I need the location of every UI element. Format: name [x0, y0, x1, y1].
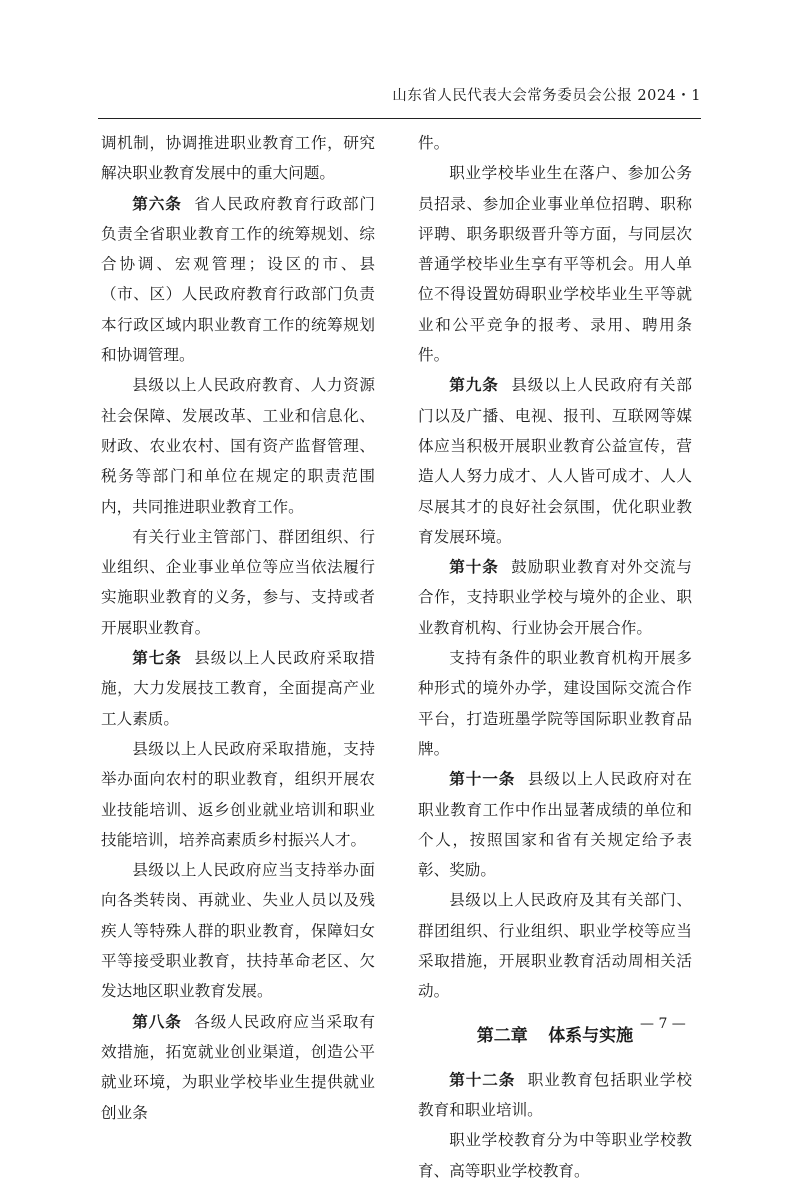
chapter-number: 第二章: [476, 1025, 528, 1046]
paragraph-text: 各级人民政府应当采取有效措施，拓宽就业创业渠道，创造公平就业环境，为职业学校毕业生提供就业创业条: [101, 1012, 375, 1122]
paragraph-text: 鼓励职业教育对外交流与合作，支持职业学校与境外的企业、职业教育机构、行业协会开展合作。: [418, 558, 692, 637]
article-7: [101, 643, 375, 734]
article-number: 第十一条: [449, 770, 516, 789]
paragraph-text: 调机制，协调推进职业教育工作，研究解决职业教育发展中的重大问题。: [101, 134, 375, 183]
paragraph-text: 县级以上人民政府采取措施，大力发展技工教育，全面提高产业工人素质。: [101, 649, 375, 728]
article-number: 第八条: [132, 1012, 182, 1031]
page-number: — 7 —: [640, 1016, 686, 1032]
journal-header: 山东省人民代表大会常务委员会公报 2024・1: [392, 88, 701, 104]
paragraph-text: 省人民政府教育行政部门负责全省职业教育工作的统筹规划、综合协调、宏观管理；设区的市、县（市、区）人民政府教育行政部门负责本行政区域内职业教育工作的统筹规划和协调管理。: [101, 194, 375, 365]
article-8: [101, 1007, 375, 1128]
paragraph-text: 职业学校教育分为中等职业学校教育、高等职业学校教育。: [418, 1131, 692, 1180]
paragraph: [101, 734, 375, 855]
paragraph-text: 职业学校毕业生在落户、参加公务员招录、参加企业事业单位招聘、职称评聘、职务职级晋升等方面，与同层次普通学校毕业生享有平等机会。用人单位不得设置妨碍职业学校毕业生平等就业和公平竞争的报考、录用、聘用条件。: [418, 164, 692, 365]
article-6: [101, 189, 375, 371]
paragraph-text: 件。: [418, 134, 450, 152]
chapter-title: 体系与实施: [548, 1025, 634, 1046]
paragraph: [101, 128, 375, 189]
article-10: [418, 552, 692, 643]
paragraph-text: 职业教育包括职业学校教育和职业培训。: [418, 1070, 692, 1119]
article-12: [418, 1065, 692, 1126]
article-11: [418, 764, 692, 885]
paragraph: [418, 128, 692, 158]
paragraph-text: 有关行业主管部门、群团组织、行业组织、企业事业单位等应当依法履行实施职业教育的义务，参与、支持或者开展职业教育。: [101, 527, 375, 637]
article-number: 第九条: [449, 376, 499, 395]
left-column: [101, 128, 375, 1128]
article-number: 第六条: [132, 194, 182, 213]
paragraph-text: 县级以上人民政府有关部门以及广播、电视、报刊、互联网等媒体应当积极开展职业教育公益宣传，营造人人努力成才、人人皆可成才、人人尽展其才的良好社会氛围，优化职业教育发展环境。: [418, 376, 692, 546]
paragraph-text: 县级以上人民政府采取措施，支持举办面向农村的职业教育，组织开展农业技能培训、返乡创业就业培训和职业技能培训，培养高素质乡村振兴人才。: [101, 739, 375, 849]
paragraph: [418, 885, 692, 1006]
paragraph: [101, 522, 375, 643]
paragraph-text: 县级以上人民政府应当支持举办面向各类转岗、再就业、失业人员以及残疾人等特殊人群的职业教育，保障妇女平等接受职业教育，扶持革命老区、欠发达地区职业教育发展。: [101, 861, 375, 1001]
paragraph: [101, 370, 375, 521]
paragraph: [418, 158, 692, 370]
article-9: [418, 370, 692, 552]
header-divider: [98, 118, 701, 119]
article-number: 第十二条: [449, 1070, 516, 1089]
article-number: 第十条: [449, 558, 499, 577]
paragraph: [418, 643, 692, 764]
paragraph-text: 支持有条件的职业教育机构开展多种形式的境外办学，建设国际交流合作平台，打造班墨学院等国际职业教育品牌。: [418, 649, 692, 758]
paragraph-text: 县级以上人民政府及其有关部门、群团组织、行业组织、职业学校等应当采取措施，开展职业教育活动周相关活动。: [418, 891, 692, 1001]
paragraph: [418, 1125, 692, 1186]
paragraph-text: 县级以上人民政府对在职业教育工作中作出显著成绩的单位和个人，按照国家和省有关规定给予表彰、奖励。: [418, 770, 692, 880]
article-number: 第七条: [132, 649, 182, 668]
paragraph: [101, 855, 375, 1006]
paragraph-text: 县级以上人民政府教育、人力资源社会保障、发展改革、工业和信息化、财政、农业农村、国有资产监督管理、税务等部门和单位在规定的职责范围内，共同推进职业教育工作。: [101, 376, 375, 516]
